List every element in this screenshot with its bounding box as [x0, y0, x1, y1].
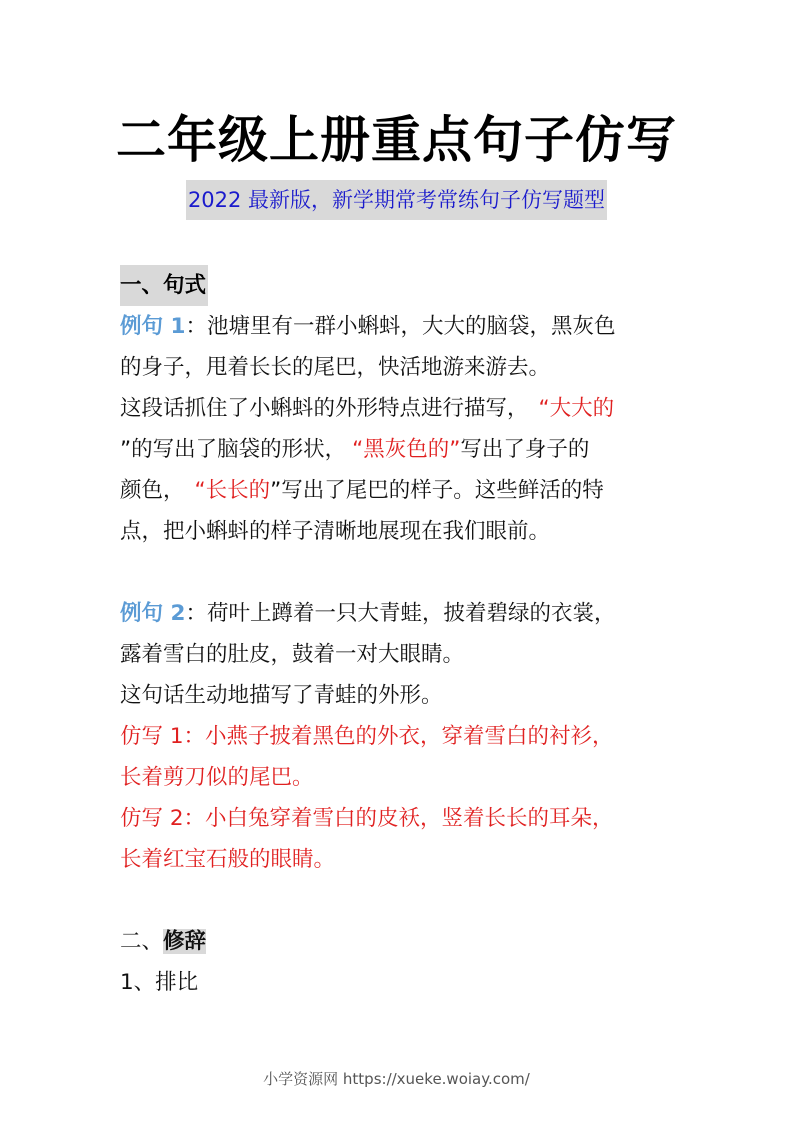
section-2-heading-prefix: 二、: [120, 929, 164, 954]
example-1-colon: ：: [185, 314, 207, 339]
imitation-1-text-1: 仿写 1：小燕子披着黑色的外衣，穿着雪白的衬衫，: [120, 724, 614, 749]
imitation-2-line-2: [120, 839, 680, 880]
imitation-1-line-1: [120, 716, 680, 757]
analysis-1-text: 这段话抓住了小蝌蚪的外形特点进行描写，: [120, 396, 529, 421]
spacer: [120, 880, 680, 921]
example-1-text-1: 池塘里有一群小蝌蚪，大大的脑袋，黑灰色: [206, 314, 616, 339]
example-2-text-2: 露着雪白的肚皮，鼓着一对大眼睛。: [120, 642, 465, 667]
analysis-1-text-3a: 颜色，: [120, 478, 185, 503]
analysis-1-text-2: 写出了身子的: [460, 437, 590, 462]
example-2-line-2: [120, 634, 680, 675]
analysis-1-line-4: [120, 511, 680, 552]
footer-watermark: 小学资源网 https://xueke.woiay.com/: [263, 1070, 530, 1088]
analysis-1-quote-long: “长长的: [194, 478, 271, 503]
section-2-item-1-text: 1、排比: [120, 970, 199, 995]
section-2-item-1: [120, 962, 680, 1003]
example-1-label: 例句 1: [120, 314, 186, 339]
page-title: 二年级上册重点句子仿写: [116, 111, 677, 169]
analysis-1-quote-big: “大大的: [538, 396, 615, 421]
section-1-heading-line: [120, 265, 680, 306]
analysis-1-line-3: [120, 470, 680, 511]
document-body: [120, 265, 680, 1003]
imitation-2-line-1: [120, 798, 680, 839]
example-1-line-2: [120, 347, 680, 388]
analysis-1-line-2: [120, 429, 680, 470]
section-2-heading: 修辞: [163, 929, 207, 954]
spacer: [120, 552, 680, 593]
example-2-text-1: 荷叶上蹲着一只大青蛙，披着碧绿的衣裳，: [206, 601, 616, 626]
analysis-1-line-1: [120, 388, 680, 429]
analysis-1-quote-black-gray: “黑灰色的”: [352, 437, 461, 462]
example-2-line-1: [120, 593, 680, 634]
subtitle: 2022 最新版，新学期常考常练句子仿写题型: [186, 180, 607, 220]
analysis-1-text-4: 点，把小蝌蚪的样子清晰地展现在我们眼前。: [120, 519, 551, 544]
analysis-2-line: [120, 675, 680, 716]
imitation-2-text-1: 仿写 2：小白兔穿着雪白的皮袄，竖着长长的耳朵，: [120, 806, 614, 831]
section-2-heading-line: [120, 921, 680, 962]
example-1-line-1: [120, 306, 680, 347]
example-2-colon: ：: [185, 601, 207, 626]
imitation-1-line-2: [120, 757, 680, 798]
imitation-2-text-2: 长着红宝石般的眼睛。: [120, 847, 336, 872]
example-1-text-2: 的身子，甩着长长的尾巴，快活地游来游去。: [120, 355, 551, 380]
analysis-1-text-3b: ”写出了尾巴的样子。这些鲜活的特: [270, 478, 604, 503]
subtitle-container: [0, 180, 793, 220]
analysis-1-quote-close: ”的写出了脑袋的形状，: [120, 437, 347, 462]
example-2-label: 例句 2: [120, 601, 186, 626]
imitation-1-text-2: 长着剪刀似的尾巴。: [120, 765, 314, 790]
section-1-heading: 一、句式: [120, 265, 208, 306]
analysis-2-text: 这句话生动地描写了青蛙的外形。: [120, 683, 443, 708]
